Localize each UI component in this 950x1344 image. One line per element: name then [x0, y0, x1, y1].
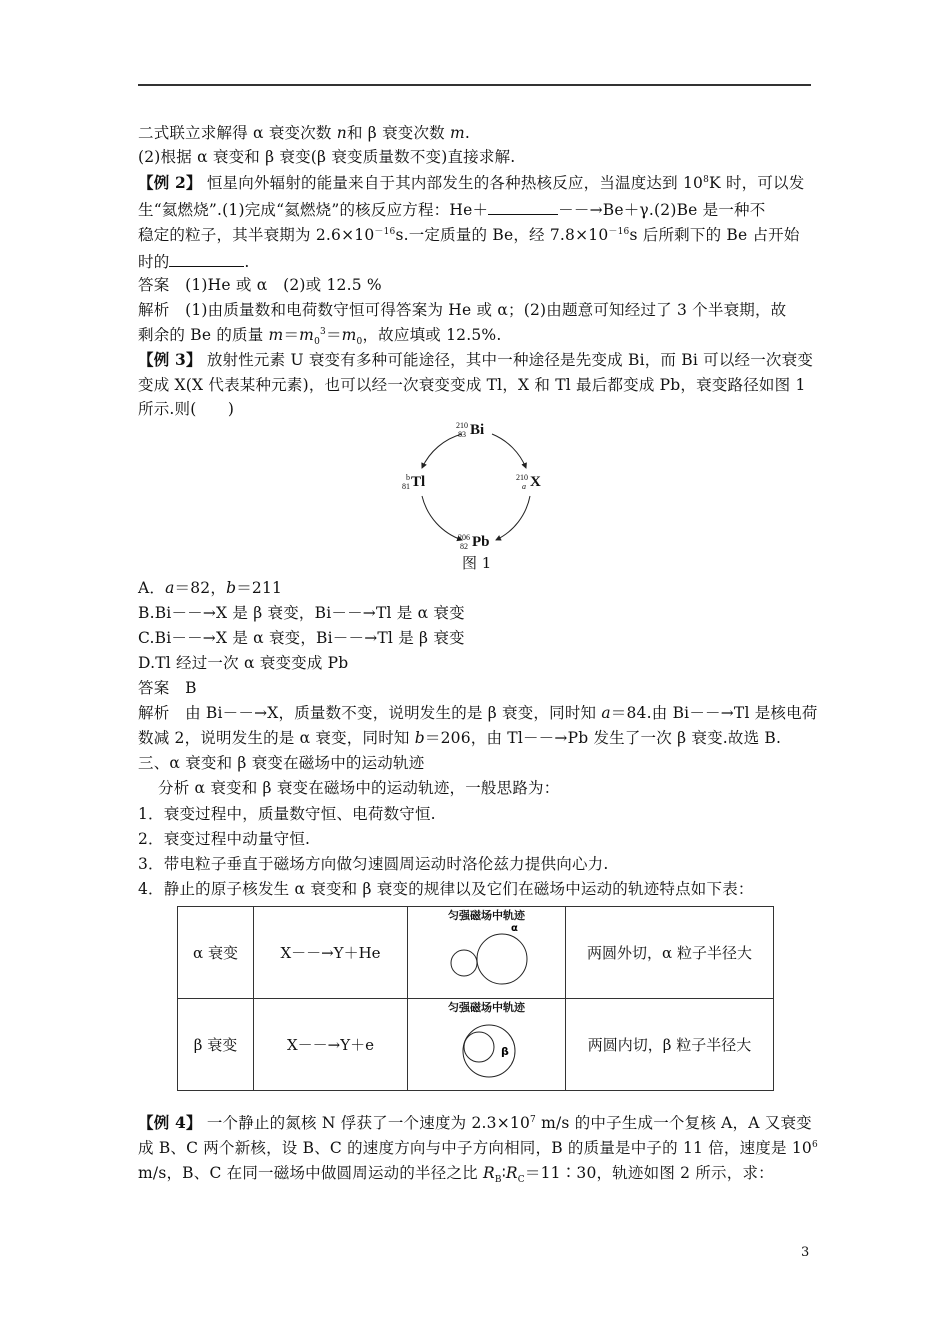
figure-caption: 图 1: [462, 554, 492, 572]
example-2-line: 生“氦燃烧”.(1)完成“氦燃烧”的核反应方程：He＋ －－→Be＋γ.(2)Be 是一种不: [138, 198, 765, 221]
decay-equation: X－－→Y＋e: [254, 999, 408, 1091]
svg-text:α: α: [510, 923, 518, 934]
option-a: A．a＝82，b＝211: [138, 579, 283, 597]
table-row: [178, 999, 774, 1091]
example-label: 【例 4】: [138, 1113, 202, 1132]
text-line: (2)根据 α 衰变和 β 衰变(β 衰变质量数不变)直接求解.: [138, 148, 516, 166]
track-diagram: [408, 907, 566, 999]
answer-line: 答案 B: [138, 679, 197, 697]
analysis-line: 分析 α 衰变和 β 衰变在磁场中的运动轨迹，一般思路为：: [158, 779, 560, 797]
answer-line: 答案 (1)He 或 α (2)或 12.5 %: [138, 276, 382, 294]
decay-description: 两圆外切，α 粒子半径大: [566, 907, 774, 999]
example-4-line: 【例 4】 一个静止的氮核 N 俘获了一个速度为 $2.3\times 10^7$ m/s 的中子生成一个复核 A，A 又衰变: [138, 1113, 812, 1132]
example-2-line: 时的 .: [138, 250, 250, 273]
explanation-line: 剩余的 Be 的质量 $m=m_0^3=m_0$，故应填或 12.5%.: [138, 326, 502, 348]
nuclide-bi: 210 83 Bi: [456, 421, 485, 439]
point-4: 4．静止的原子核发生 α 衰变和 β 衰变的规律以及它们在磁场中运动的轨迹特点如下表：: [138, 880, 754, 898]
text-line: 二式联立求解得 α 衰变次数 n和 β 衰变次数 m.: [138, 124, 471, 142]
example-2-line: 稳定的粒子，其半衰期为 $2.6\times 10^{-16}s$.一定质量的 Be，经 $7.8\times 10^{-16}s$ 后所剩下的 Be 占开始: [138, 226, 800, 244]
explanation-line: 解析 由 Bi－－→X，质量数不变，说明发生的是 β 衰变，同时知 a＝84.由 Bi－－→Tl 是核电荷: [138, 704, 818, 722]
decay-description: 两圆内切，β 粒子半径大: [566, 999, 774, 1091]
header-rule: [138, 84, 811, 86]
decay-type: β 衰变: [178, 999, 254, 1091]
example-3-line: 变成 X(X 代表某种元素)，也可以经一次衰变变成 Tl，X 和 Tl 最后都变成 Pb，衰变路径如图 1: [138, 376, 806, 394]
example-4-line: m/s，B、C 在同一磁场中做圆周运动的半径之比 $R_B∶R_C=11∶30$，轨迹如图 2 所示，求：: [138, 1164, 774, 1186]
explanation-line: 解析 (1)由质量数和电荷数守恒可得答案为 He 或 α；(2)由题意可知经过了 3 个半衰期，故: [138, 301, 787, 319]
point-3: 3．带电粒子垂直于磁场方向做匀速圆周运动时洛伦兹力提供向心力.: [138, 855, 609, 873]
option-c: C.Bi－－→X 是 α 衰变，Bi－－→Tl 是 β 衰变: [138, 629, 465, 647]
track-diagram: [408, 999, 566, 1091]
example-2-line: 【例 2】 恒星向外辐射的能量来自于其内部发生的各种热核反应，当温度达到 $10^8K$ 时，可以发: [138, 173, 805, 192]
table-row: [178, 907, 774, 999]
example-4-line: 成 B、C 两个新核，设 B、C 的速度方向与中子方向相同，B 的质量是中子的 11 倍，速度是 $10^6$: [138, 1139, 818, 1157]
explanation-line: 数减 2，说明发生的是 α 衰变，同时知 b＝206，由 Tl－－→Pb 发生了一次 β 衰变.故选 B.: [138, 729, 782, 747]
point-1: 1．衰变过程中，质量数守恒、电荷数守恒.: [138, 805, 436, 823]
page-number: 3: [801, 1245, 810, 1260]
option-b: B.Bi－－→X 是 β 衰变，Bi－－→Tl 是 α 衰变: [138, 604, 465, 622]
example-3-line: 所示.则( ): [138, 400, 235, 418]
nuclide-tl: b 81 Tl: [402, 473, 426, 491]
section-heading: 三、α 衰变和 β 衰变在磁场中的运动轨迹: [138, 754, 425, 772]
example-3-line: 【例 3】 放射性元素 U 衰变有多种可能途径，其中一种途径是先变成 Bi，而 Bi 可以经一次衰变: [138, 350, 814, 369]
decay-equation: X－－→Y＋He: [254, 907, 408, 999]
decay-type: α 衰变: [178, 907, 254, 999]
decay-path-figure: [400, 420, 550, 560]
track-title: 匀强磁场中轨迹: [448, 1001, 525, 1014]
example-label: 【例 2】: [138, 173, 202, 192]
decay-comparison-table: [177, 906, 774, 1091]
nuclide-pb: 206 82 Pb: [458, 533, 490, 551]
track-title: 匀强磁场中轨迹: [448, 909, 525, 922]
external-tangent-circles: [437, 923, 537, 991]
internal-tangent-circles: [437, 1015, 537, 1083]
example-label: 【例 3】: [138, 350, 202, 369]
nuclide-x: 210 a X: [516, 473, 541, 491]
answer-blank: [169, 250, 244, 267]
answer-blank: [488, 198, 558, 215]
svg-text:β: β: [500, 1045, 509, 1058]
point-2: 2．衰变过程中动量守恒.: [138, 830, 311, 848]
option-d: D.Tl 经过一次 α 衰变变成 Pb: [138, 654, 349, 672]
